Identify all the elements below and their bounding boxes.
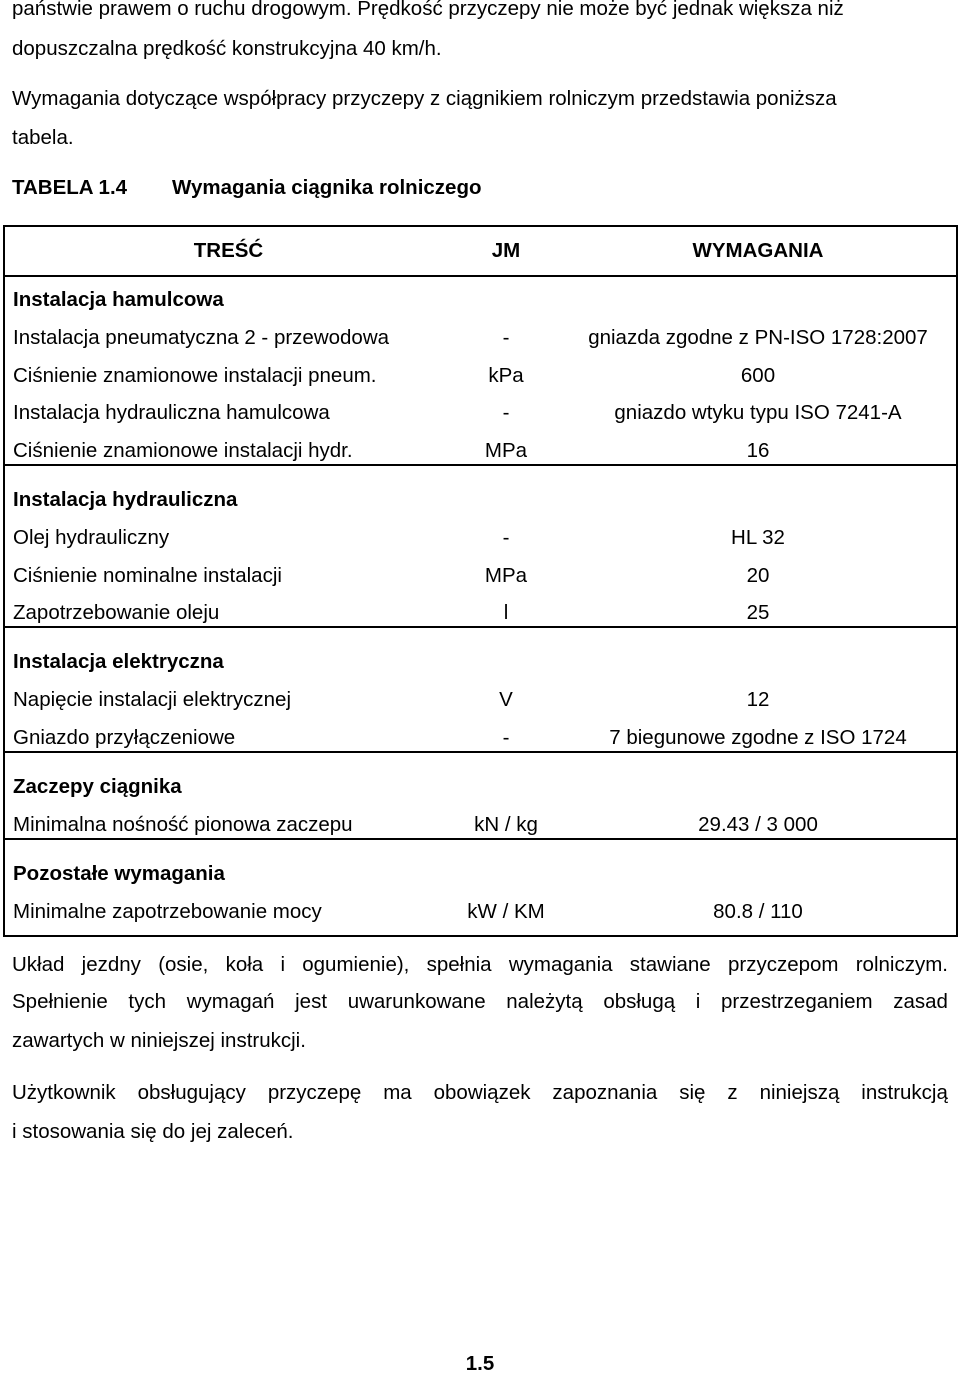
table-title: Wymagania ciągnika rolniczego <box>172 176 482 199</box>
row-unit: - <box>502 725 510 749</box>
table-label: TABELA 1.4 <box>12 176 128 199</box>
row-requirement: 600 <box>740 363 776 387</box>
word: spełnia <box>426 953 492 976</box>
intro-line-4: tabela. <box>12 126 74 149</box>
table-border-bottom <box>3 935 958 937</box>
word: tych <box>128 990 167 1013</box>
word: z <box>727 1081 738 1104</box>
word: należytą <box>506 990 583 1013</box>
table-border-left <box>3 225 5 937</box>
word: zapoznania <box>552 1081 658 1104</box>
row-requirement: 16 <box>746 438 770 462</box>
section-title: Pozostałe wymagania <box>13 862 225 885</box>
table-caption <box>12 176 482 200</box>
word: Układ <box>12 953 65 976</box>
row-label: Instalacja pneumatyczna 2 - przewodowa <box>13 326 390 349</box>
word: obowiązek <box>433 1081 531 1104</box>
after-line-1 <box>12 953 948 977</box>
word: uwarunkowane <box>347 990 486 1013</box>
word: instrukcją <box>861 1081 948 1104</box>
row-requirement: gniazda zgodne z PN-ISO 1728:2007 <box>588 326 928 349</box>
word: Spełnienie <box>12 990 108 1013</box>
word: i <box>695 990 701 1013</box>
row-unit: kN / kg <box>474 813 538 836</box>
word: rolniczym. <box>855 953 948 976</box>
row-unit: - <box>502 326 510 349</box>
table-border-top <box>3 225 958 227</box>
row-unit: MPa <box>484 438 528 462</box>
word: ogumienie), <box>302 953 410 976</box>
row-requirement: 12 <box>746 688 770 711</box>
row-label: Gniazdo przyłączeniowe <box>13 725 236 749</box>
row-label: Ciśnienie nominalne instalacji <box>13 563 282 587</box>
requirements-table <box>3 225 958 937</box>
row-label: Olej hydrauliczny <box>13 526 170 549</box>
after-line-3: zawartych w niniejszej instrukcji. <box>12 1029 306 1052</box>
section-divider <box>3 838 958 840</box>
row-unit: kW / KM <box>467 900 545 923</box>
row-requirement: 20 <box>746 563 770 587</box>
word: Użytkownik <box>12 1081 116 1104</box>
row-unit: l <box>503 601 509 624</box>
section-title: Instalacja hydrauliczna <box>13 488 238 511</box>
word: jest <box>295 990 328 1013</box>
row-unit: - <box>502 401 510 424</box>
row-label: Ciśnienie znamionowe instalacji pneum. <box>13 363 377 387</box>
word: (osie, <box>158 953 209 976</box>
word: wymagania <box>508 953 613 976</box>
header-jm: JM <box>491 239 521 262</box>
intro-line-1: państwie prawem o ruchu drogowym. Prędkość przyczepy nie może być jednak większa niż <box>12 0 844 20</box>
word: przyczepom <box>727 953 839 976</box>
word: obsługujący <box>137 1081 246 1104</box>
word: koła <box>225 953 264 976</box>
section-divider <box>3 751 958 753</box>
word: zasad <box>893 990 948 1013</box>
row-unit: V <box>499 688 513 711</box>
row-label: Napięcie instalacji elektrycznej <box>13 688 292 711</box>
row-requirement: 25 <box>746 601 770 624</box>
word: przyczepę <box>267 1081 362 1104</box>
row-label: Zapotrzebowanie oleju <box>13 601 220 624</box>
section-divider <box>3 464 958 466</box>
header-wymagania: WYMAGANIA <box>692 239 824 262</box>
page-number: 1.5 <box>465 1352 495 1375</box>
word: wymagań <box>186 990 275 1013</box>
row-label: Instalacja hydrauliczna hamulcowa <box>13 401 330 424</box>
header-tresc: TREŚĆ <box>193 239 264 262</box>
section-title: Instalacja elektryczna <box>13 650 224 673</box>
word: niniejszą <box>759 1081 840 1104</box>
word: stawiane <box>629 953 711 976</box>
row-unit: - <box>502 526 510 549</box>
section-title: Instalacja hamulcowa <box>13 288 224 311</box>
row-requirement: 7 biegunowe zgodne z ISO 1724 <box>609 725 907 749</box>
intro-line-2: dopuszczalna prędkość konstrukcyjna 40 km/h. <box>12 37 442 60</box>
word: obsługą <box>603 990 676 1013</box>
after-line-2 <box>12 990 948 1014</box>
row-unit: kPa <box>488 363 524 387</box>
after-line-5: i stosowania się do jej zaleceń. <box>12 1120 294 1143</box>
row-requirement: 29.43 / 3 000 <box>698 813 818 836</box>
word: przestrzeganiem <box>721 990 873 1013</box>
row-label: Ciśnienie znamionowe instalacji hydr. <box>13 438 353 462</box>
word: się <box>679 1081 706 1104</box>
row-requirement: gniazdo wtyku typu ISO 7241-A <box>614 401 902 424</box>
word: jezdny <box>81 953 141 976</box>
section-title: Zaczepy ciągnika <box>13 775 182 798</box>
row-requirement: 80.8 / 110 <box>713 900 803 923</box>
after-line-4 <box>12 1081 948 1105</box>
row-unit: MPa <box>484 563 528 587</box>
row-requirement: HL 32 <box>731 526 785 549</box>
word: i <box>280 953 285 976</box>
section-divider <box>3 626 958 628</box>
row-label: Minimalne zapotrzebowanie mocy <box>13 900 322 923</box>
table-header-divider <box>3 275 958 277</box>
row-label: Minimalna nośność pionowa zaczepu <box>13 813 353 836</box>
word: ma <box>383 1081 412 1104</box>
intro-line-3: Wymagania dotyczące współpracy przyczepy z ciągnikiem rolniczym przedstawia poniższa <box>12 87 837 110</box>
